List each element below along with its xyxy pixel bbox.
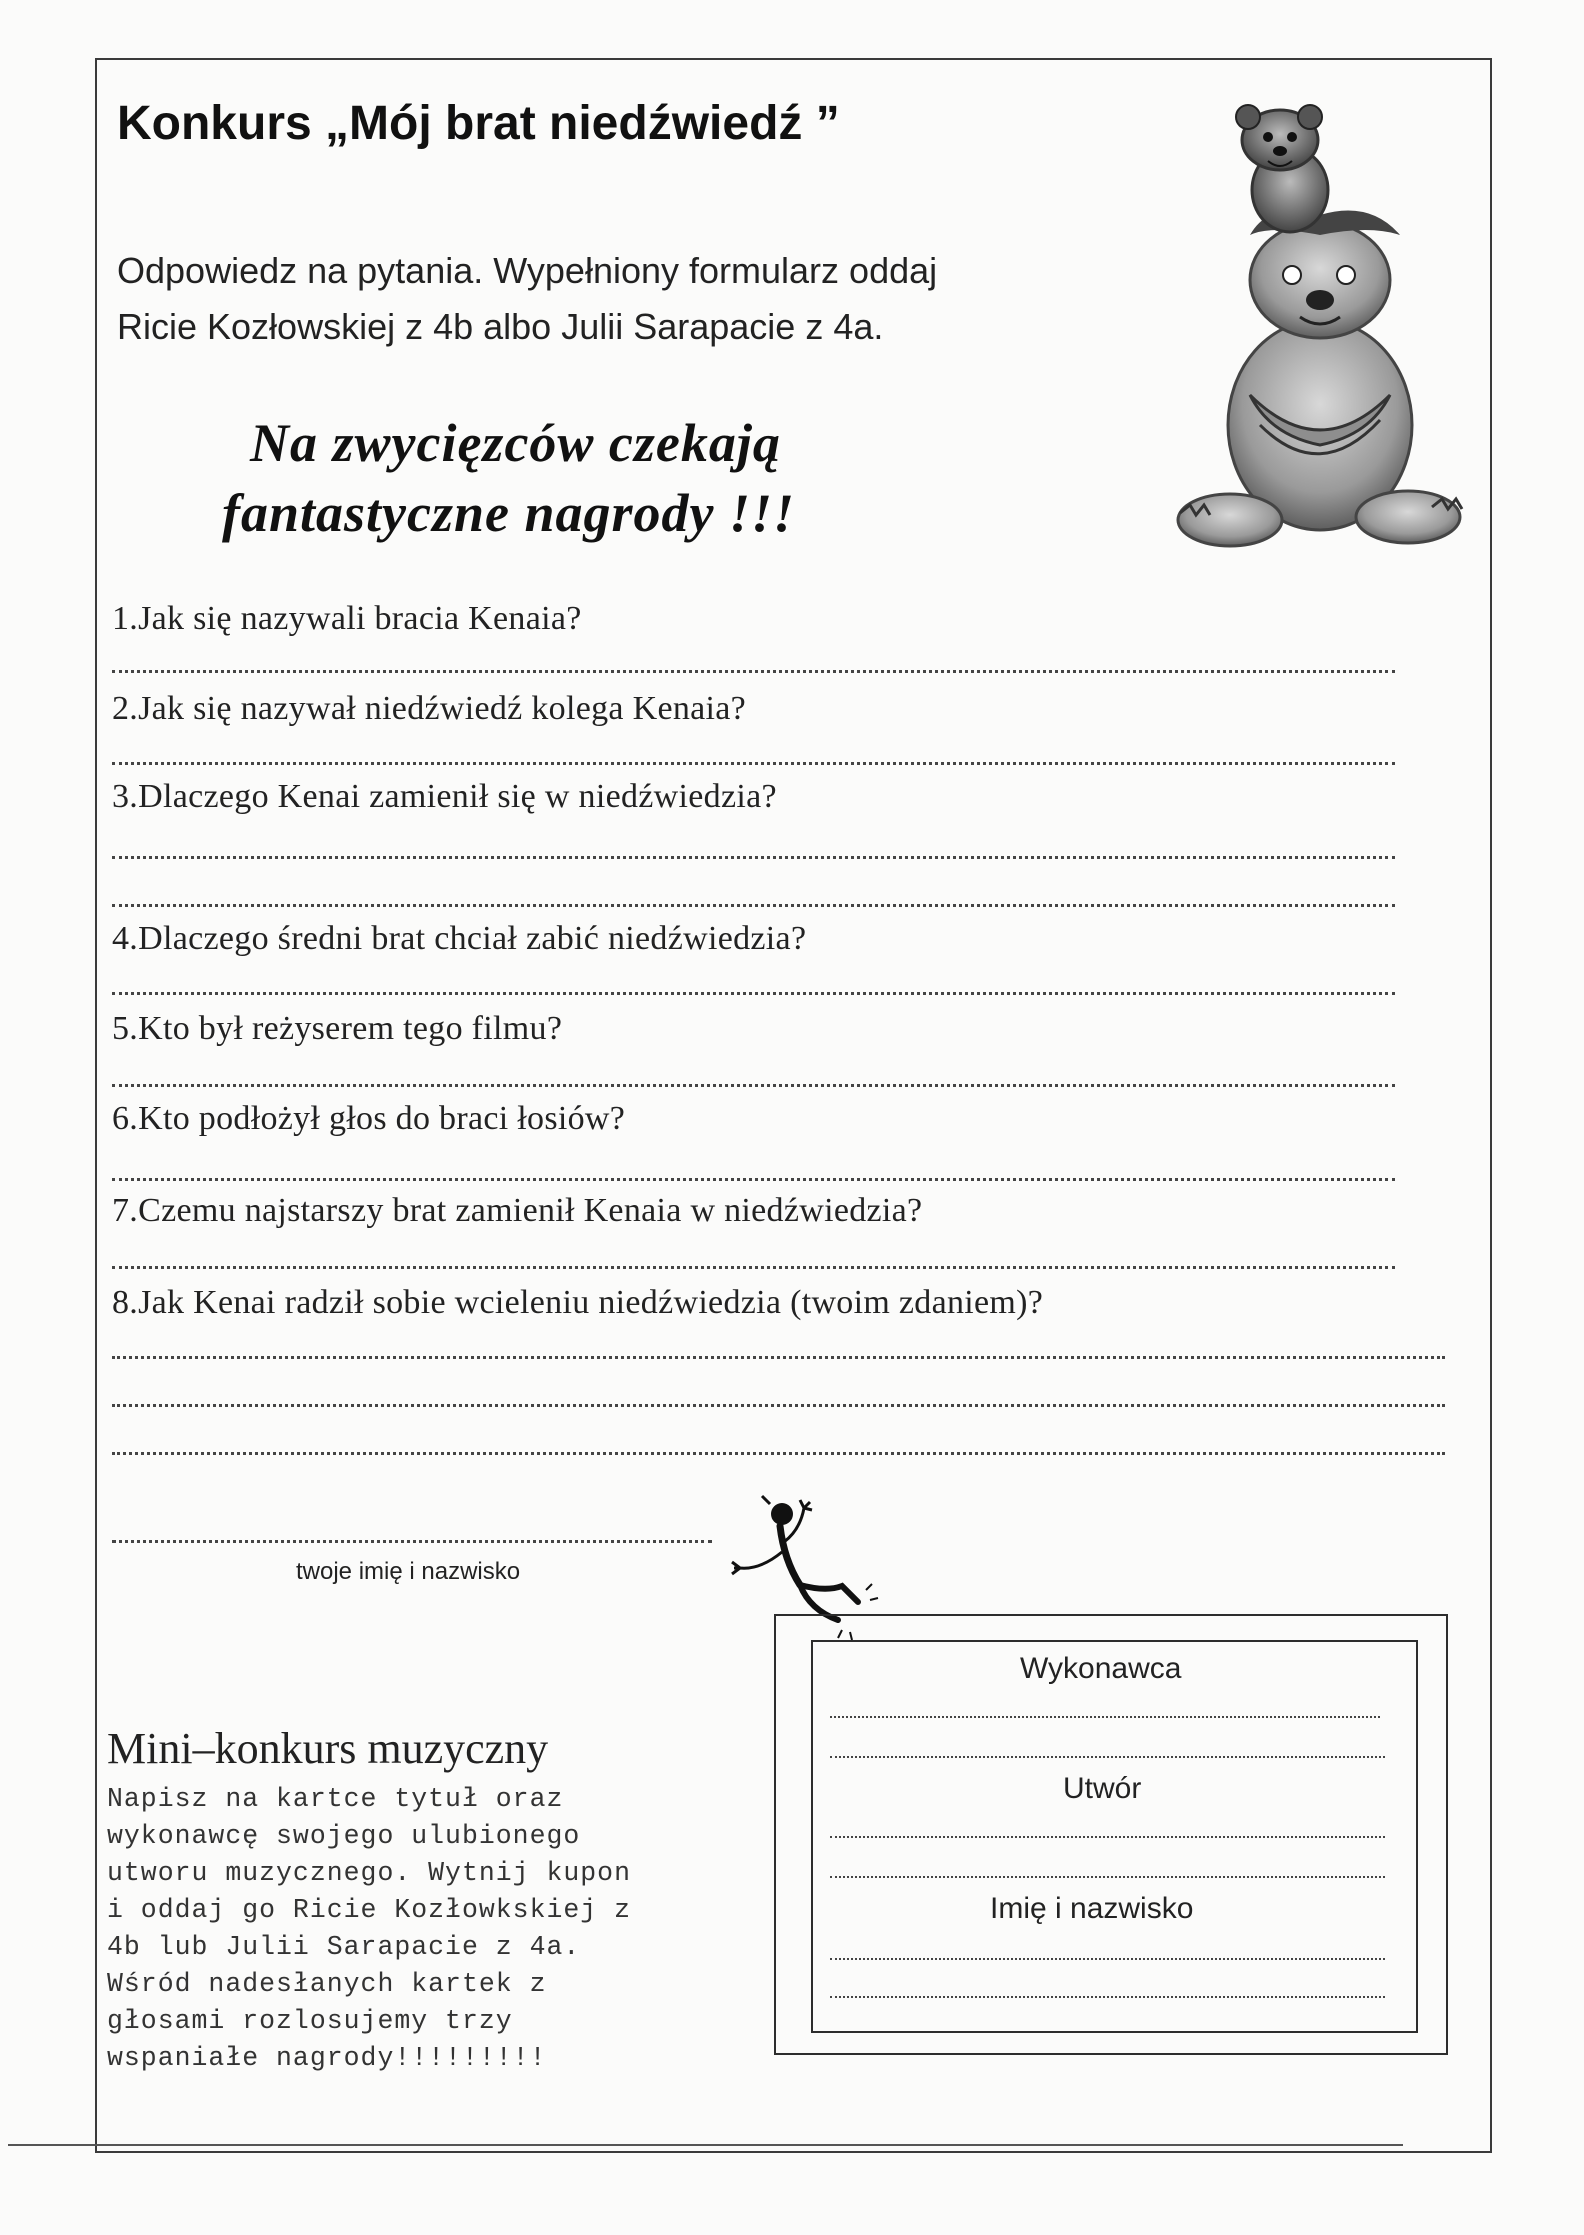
question-5: 5.Kto był reżyserem tego filmu? bbox=[112, 1010, 563, 1047]
answer-line-8a[interactable] bbox=[112, 1356, 1445, 1359]
answer-line-2[interactable] bbox=[112, 762, 1395, 765]
coupon-name-line-1[interactable] bbox=[830, 1958, 1385, 1960]
prize-line-1: Na zwycięzców czekają bbox=[250, 413, 781, 473]
mini-contest-line-4: i oddaj go Ricie Kozłowkskiej z bbox=[107, 1895, 631, 1925]
answer-line-3a[interactable] bbox=[112, 856, 1395, 859]
signature-line[interactable] bbox=[112, 1540, 712, 1543]
instruction-line-2: Ricie Kozłowskiej z 4b albo Julii Sarapacie z 4a. bbox=[117, 306, 884, 347]
coupon-song-line-2[interactable] bbox=[830, 1876, 1385, 1878]
answer-line-7[interactable] bbox=[112, 1266, 1395, 1269]
contest-title: Konkurs „Mój brat niedźwiedź ” bbox=[117, 97, 840, 150]
answer-line-8c[interactable] bbox=[112, 1452, 1445, 1455]
coupon-label-song: Utwór bbox=[1063, 1772, 1142, 1805]
mini-contest-line-5: 4b lub Julii Sarapacie z 4a. bbox=[107, 1932, 581, 1962]
question-8: 8.Jak Kenai radził sobie wcieleniu niedźwiedzia (twoim zdaniem)? bbox=[112, 1284, 1044, 1321]
question-7: 7.Czemu najstarszy brat zamienił Kenaia w niedźwiedzia? bbox=[112, 1192, 923, 1229]
coupon-artist-line-1[interactable] bbox=[830, 1716, 1380, 1718]
signature-caption: twoje imię i nazwisko bbox=[296, 1558, 521, 1585]
answer-line-6[interactable] bbox=[112, 1178, 1395, 1181]
page-border-bottom-line bbox=[8, 2144, 1403, 2146]
mini-contest-line-6: Wśród nadesłanych kartek z bbox=[107, 1969, 547, 1999]
answer-line-8b[interactable] bbox=[112, 1404, 1445, 1407]
coupon-label-artist: Wykonawca bbox=[1020, 1652, 1182, 1685]
coupon-name-line-2[interactable] bbox=[830, 1996, 1385, 1998]
mini-contest-line-1: Napisz na kartce tytuł oraz bbox=[107, 1784, 564, 1814]
coupon-song-line-1[interactable] bbox=[830, 1836, 1385, 1838]
coupon-artist-line-2[interactable] bbox=[830, 1756, 1385, 1758]
mini-contest-line-8: wspaniałe nagrody!!!!!!!!! bbox=[107, 2043, 547, 2073]
answer-line-1[interactable] bbox=[112, 670, 1395, 673]
answer-line-5[interactable] bbox=[112, 1084, 1395, 1087]
question-4: 4.Dlaczego średni brat chciał zabić niedźwiedzia? bbox=[112, 920, 807, 957]
question-1: 1.Jak się nazywali bracia Kenaia? bbox=[112, 600, 582, 637]
mini-contest-line-7: głosami rozlosujemy trzy bbox=[107, 2006, 513, 2036]
bear-illustration-icon bbox=[1170, 95, 1470, 565]
instruction-line-1: Odpowiedz na pytania. Wypełniony formularz oddaj bbox=[117, 250, 938, 291]
prize-line-2: fantastyczne nagrody !!! bbox=[222, 483, 796, 543]
answer-line-4[interactable] bbox=[112, 992, 1395, 995]
mini-contest-title: Mini–konkurs muzyczny bbox=[107, 1724, 549, 1773]
mini-contest-line-3: utworu muzycznego. Wytnij kupon bbox=[107, 1858, 631, 1888]
answer-line-3b[interactable] bbox=[112, 904, 1395, 907]
mini-contest-line-2: wykonawcę swojego ulubionego bbox=[107, 1821, 581, 1851]
question-3: 3.Dlaczego Kenai zamienił się w niedźwiedzia? bbox=[112, 778, 777, 815]
question-6: 6.Kto podłożył głos do braci łosiów? bbox=[112, 1100, 626, 1137]
coupon-label-name: Imię i nazwisko bbox=[990, 1892, 1194, 1925]
question-2: 2.Jak się nazywał niedźwiedź kolega Kenaia? bbox=[112, 690, 747, 727]
